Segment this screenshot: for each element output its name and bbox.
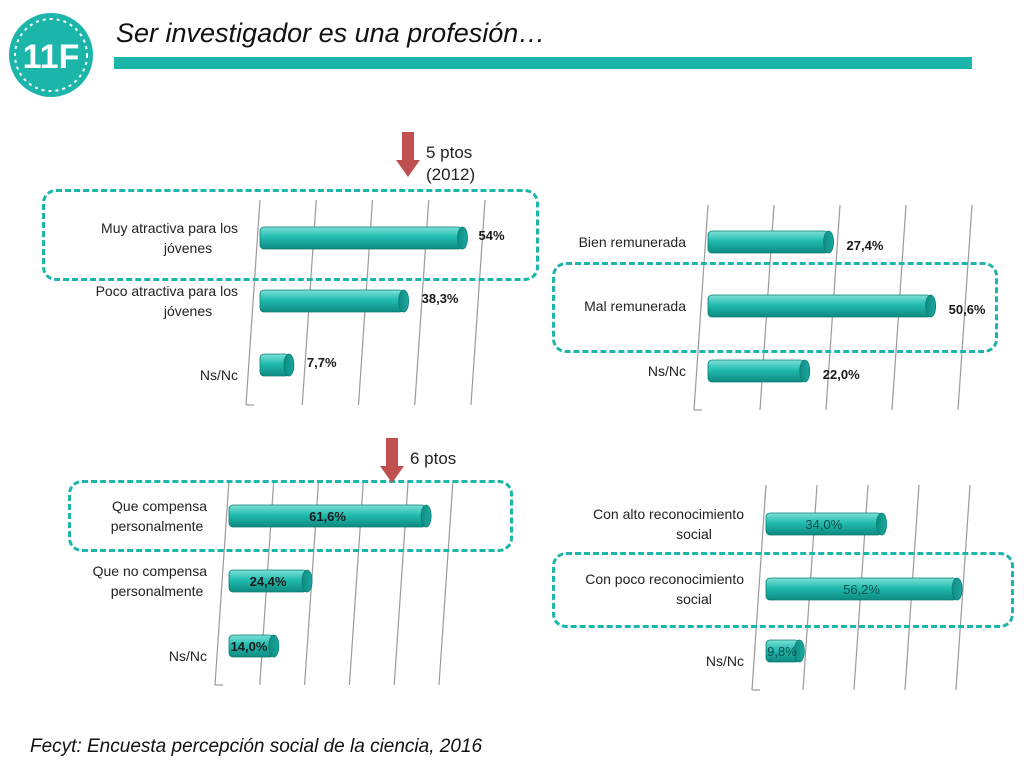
data-label: 27,4% — [846, 238, 884, 253]
highlight-box-poco-reconocimiento — [552, 552, 1014, 628]
page-title: Ser investigador es una profesión… — [116, 18, 546, 48]
data-label: 56,2% — [843, 582, 880, 597]
data-label: 14,0% — [230, 639, 268, 654]
note-5-ptos — [426, 142, 475, 186]
category-label: Ns/Nc — [168, 648, 207, 664]
data-label: 9,8% — [767, 644, 797, 659]
data-label: 50,6% — [948, 302, 986, 317]
note-6-ptos-line1: 6 ptos — [410, 449, 457, 468]
bar — [708, 360, 805, 382]
category-label: Ns/Nc — [647, 363, 686, 379]
note-6-ptos — [410, 448, 456, 470]
category-label: Que no compensa — [92, 563, 207, 579]
bar-end-cap — [269, 635, 279, 657]
data-label: 22,0% — [822, 367, 860, 382]
data-label: 7,7% — [306, 355, 337, 370]
bar — [708, 231, 829, 253]
data-label: 54% — [478, 228, 505, 243]
category-label: Poco atractiva para los — [95, 283, 238, 299]
category-label: Con alto reconocimiento — [593, 506, 744, 522]
bar-end-cap — [800, 360, 810, 382]
category-label: jóvenes — [163, 303, 213, 319]
down-arrow-icon — [396, 132, 420, 178]
data-label: 61,6% — [309, 509, 346, 524]
note-5-ptos-line2: (2012) — [426, 165, 476, 184]
category-label: Ns/Nc — [199, 367, 238, 383]
highlight-box-mal-remunerada — [552, 262, 998, 353]
source-footer: Fecyt: Encuesta percepción social de la ciencia, 2016 — [30, 736, 483, 757]
highlight-box-compensa — [68, 480, 513, 552]
bar-end-cap — [284, 354, 294, 376]
category-label: personalmente — [110, 583, 204, 599]
logo-text: 11F — [22, 38, 80, 76]
bar-end-cap — [824, 231, 834, 253]
category-label: social — [676, 526, 712, 542]
category-label: Ns/Nc — [705, 653, 744, 669]
data-label: 38,3% — [421, 291, 459, 306]
bar-end-cap — [302, 570, 312, 592]
data-label: 34,0% — [805, 517, 843, 532]
category-label: jóvenes — [163, 240, 213, 256]
data-label: 24,4% — [249, 574, 287, 589]
down-arrow-icon — [380, 438, 404, 484]
category-label: Mal remunerada — [584, 298, 686, 314]
bar — [260, 290, 404, 312]
category-label: Que compensa — [112, 498, 207, 514]
category-label: Muy atractiva para los — [101, 220, 238, 236]
note-5-ptos-line1: 5 ptos — [426, 143, 473, 162]
category-label: Con poco reconocimiento — [585, 571, 744, 587]
category-label: Bien remunerada — [578, 234, 686, 250]
highlight-box-atractiva — [42, 189, 539, 281]
category-label: personalmente — [110, 518, 204, 534]
bar-end-cap — [877, 513, 887, 535]
bar-end-cap — [399, 290, 409, 312]
category-label: social — [676, 591, 712, 607]
